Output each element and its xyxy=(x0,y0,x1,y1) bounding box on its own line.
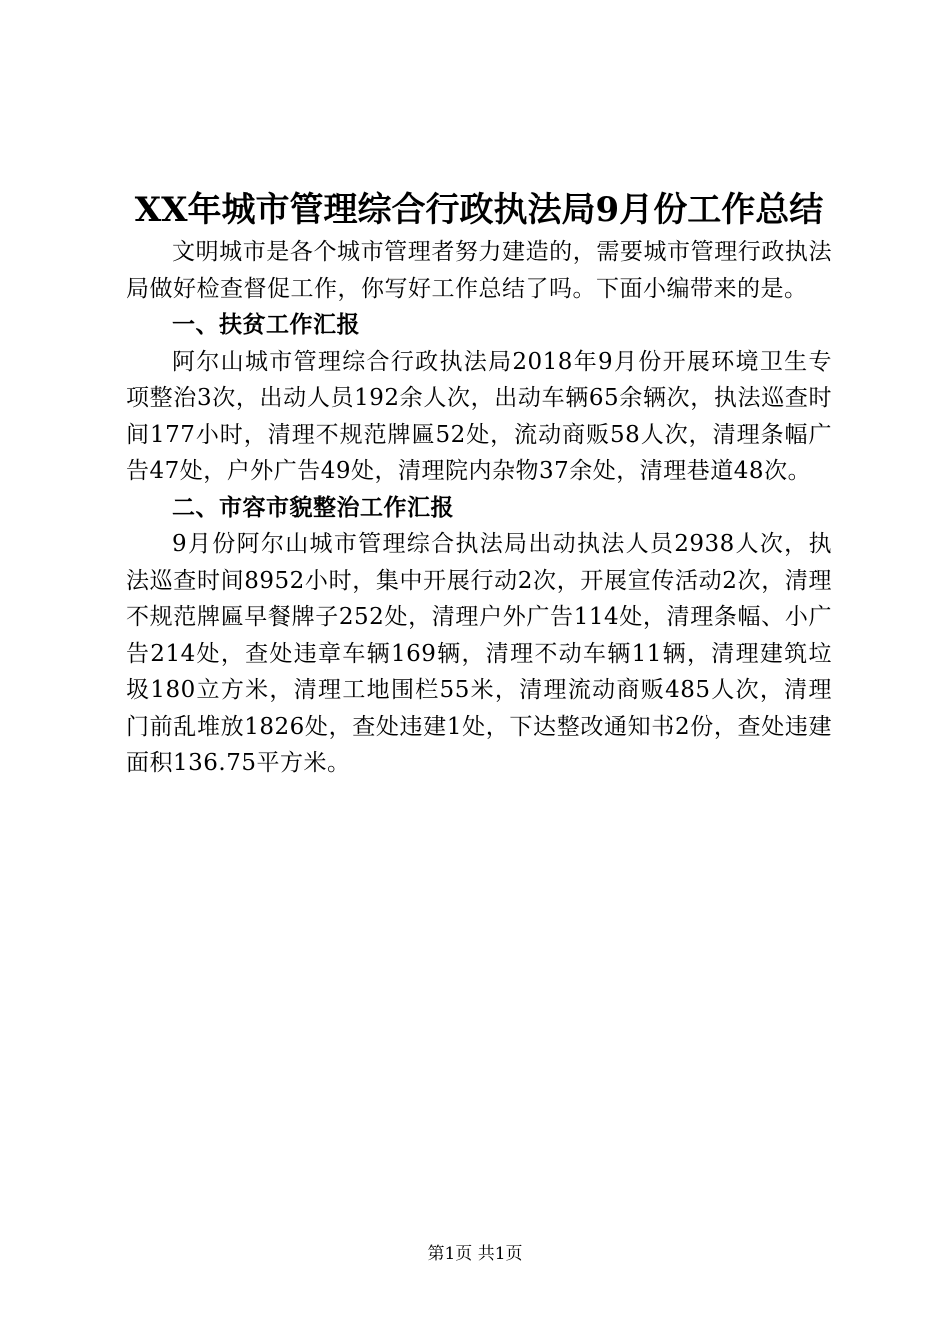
section-heading-poverty: 一、扶贫工作汇报 xyxy=(172,311,360,338)
page-footer: 第1页 共1页 xyxy=(427,1244,523,1264)
intro-paragraph: 文明城市是各个城市管理者努力建造的，需要城市管理行政执法局做好检查督促工作，你写好工作总结了吗。下面小编带来的是。 xyxy=(126,239,832,302)
section-body-poverty: 阿尔山城市管理综合行政执法局2018年9月份开展环境卫生专项整治3次，出动人员192余人次，出动车辆65余辆次，执法巡查时间177小时，清理不规范牌匾52处，流动商贩58人次，清理条幅广告47处，户外广告49处，清理院内杂物37余处，清理巷道48次。 xyxy=(126,348,832,484)
document-title: XX年城市管理综合行政执法局9月份工作总结 xyxy=(134,190,824,230)
section-heading-cityscape: 二、市容市貌整治工作汇报 xyxy=(172,493,454,521)
section-body-cityscape: 9月份阿尔山城市管理综合执法局出动执法人员2938人次，执法巡查时间8952小时，集中开展行动2次，开展宣传活动2次，清理不规范牌匾早餐牌子252处，清理户外广告114处，清理条幅、小广告214处，查处违章车辆169辆，清理不动车辆11辆，清理建筑垃圾180立方米，清理工地围栏55米，清理流动商贩485人次，清理门前乱堆放1826处，查处违建1处，下达整改通知书2份，查处违建面积136.75平方米。 xyxy=(126,531,832,776)
document-content xyxy=(126,186,832,782)
